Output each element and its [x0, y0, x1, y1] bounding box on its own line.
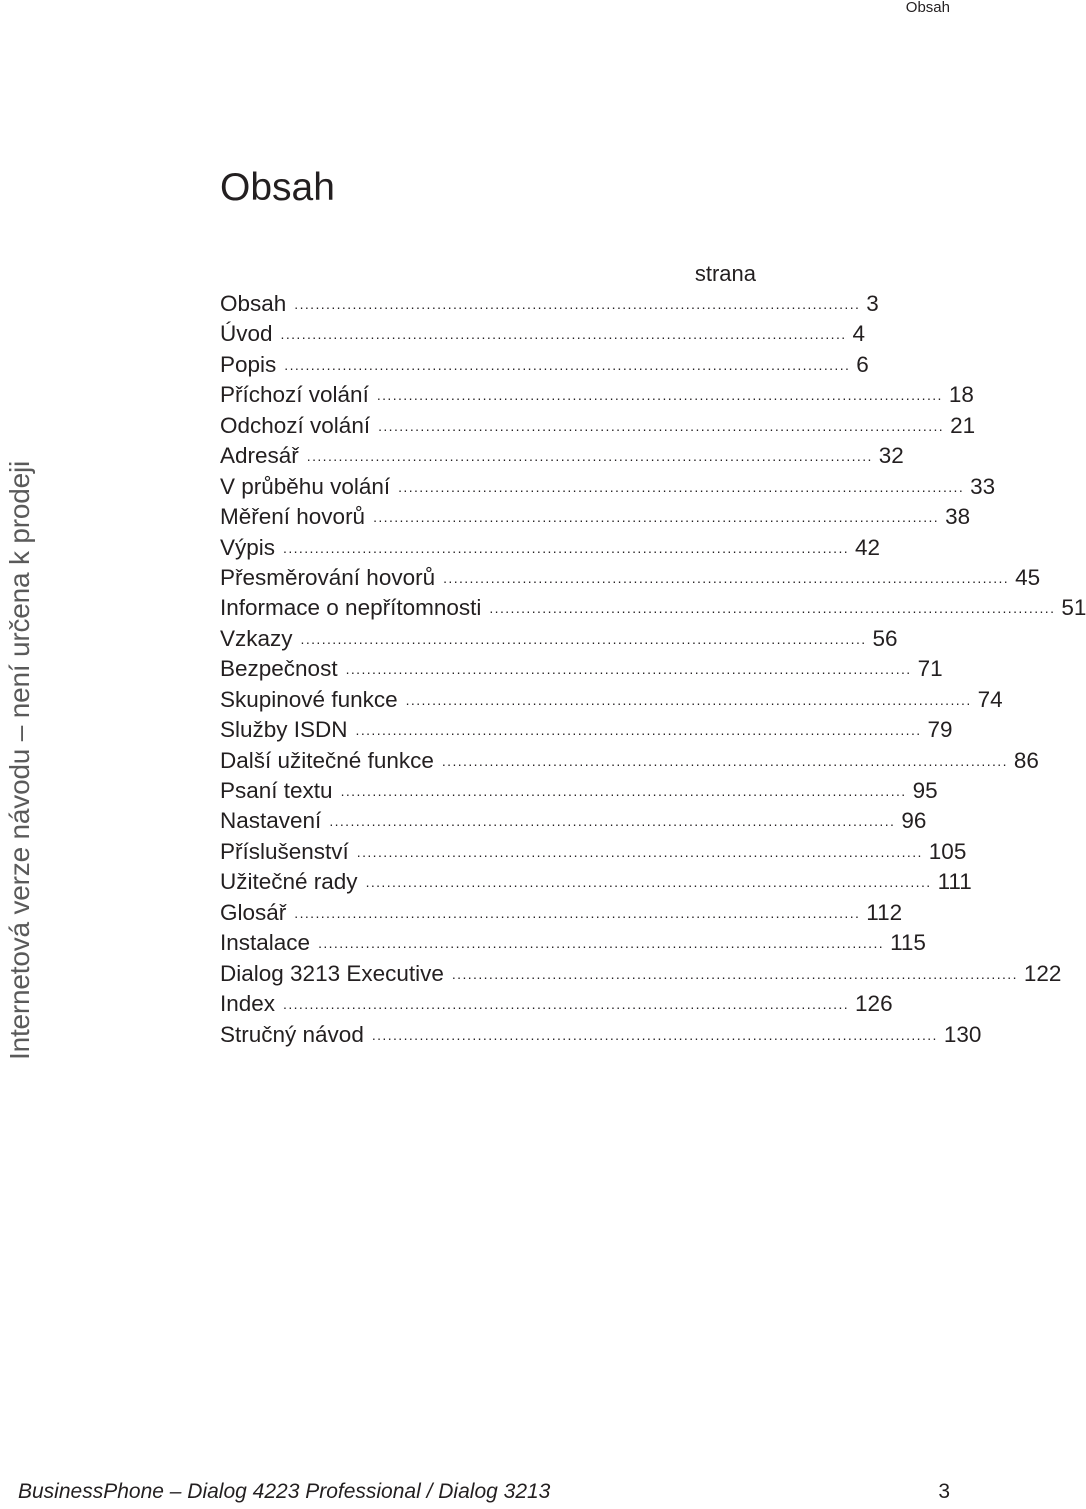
- toc-entry-title: Příslušenství: [220, 838, 349, 864]
- toc-entry-title: V průběhu volání: [220, 473, 391, 499]
- toc-entry[interactable]: [220, 685, 1003, 715]
- toc-dot-leader: ...........................................................................................................: [371, 1026, 938, 1043]
- toc-entry[interactable]: [220, 441, 904, 471]
- toc-entry[interactable]: [220, 593, 1086, 623]
- toc-entry-page: 115: [890, 930, 926, 956]
- toc-dot-leader: ...........................................................................................................: [300, 630, 867, 647]
- toc-entry[interactable]: [220, 380, 974, 410]
- toc-entry-page: 32: [878, 443, 904, 469]
- toc-entry-page: 33: [970, 473, 996, 499]
- toc-entry-title: Bezpečnost: [220, 656, 338, 682]
- toc-entry-page: 130: [943, 1021, 982, 1047]
- toc-entry-page: 122: [1023, 960, 1062, 986]
- toc-entry[interactable]: [220, 928, 926, 958]
- toc-entry[interactable]: [220, 472, 996, 502]
- toc-entry-title: Užitečné rady: [220, 869, 358, 895]
- toc-dot-leader: ...........................................................................................................: [356, 843, 923, 860]
- toc-entry-page: 56: [872, 625, 898, 651]
- toc-entry-title: Příchozí volání: [220, 382, 369, 408]
- toc-dot-leader: ...........................................................................................................: [451, 965, 1018, 982]
- toc-dot-leader: ...........................................................................................................: [284, 356, 851, 373]
- toc-entry-page: 6: [856, 351, 869, 377]
- toc-entry-title: Služby ISDN: [220, 717, 348, 743]
- toc-entry-page: 112: [866, 899, 903, 925]
- table-of-contents: [220, 289, 1086, 1050]
- toc-entry[interactable]: [220, 776, 938, 806]
- toc-entry-title: Stručný návod: [220, 1021, 364, 1047]
- toc-entry[interactable]: [220, 411, 976, 441]
- toc-dot-leader: ...........................................................................................................: [318, 935, 885, 952]
- toc-entry[interactable]: [220, 1020, 982, 1050]
- toc-entry-page: 111: [937, 869, 972, 895]
- toc-entry-title: Index: [220, 991, 276, 1017]
- toc-entry[interactable]: [220, 350, 869, 380]
- toc-dot-leader: ...........................................................................................................: [365, 874, 932, 891]
- side-watermark-text: Internetová verze návodu – není určena k prodeji: [4, 460, 35, 1060]
- toc-entry-page: 96: [901, 808, 927, 834]
- toc-entry[interactable]: [220, 746, 1039, 776]
- footer-page-number: 3: [938, 1480, 950, 1503]
- toc-dot-leader: ...........................................................................................................: [283, 539, 850, 556]
- toc-entry[interactable]: [220, 837, 967, 867]
- toc-dot-leader: ...........................................................................................................: [378, 417, 945, 434]
- toc-entry-page: 74: [977, 686, 1003, 712]
- toc-dot-leader: ...........................................................................................................: [294, 904, 861, 921]
- toc-dot-leader: ...........................................................................................................: [373, 509, 940, 526]
- toc-entry-title: Další užitečné funkce: [220, 747, 434, 773]
- toc-entry-title: Skupinové funkce: [220, 686, 398, 712]
- toc-entry[interactable]: [220, 654, 943, 684]
- toc-entry[interactable]: [220, 959, 1062, 989]
- toc-entry-title: Přesměrování hovorů: [220, 564, 436, 590]
- toc-entry-page: 51: [1061, 595, 1086, 621]
- toc-dot-leader: ...........................................................................................................: [294, 296, 861, 312]
- toc-dot-leader: ...........................................................................................................: [441, 752, 1008, 769]
- toc-entry[interactable]: [220, 806, 927, 836]
- toc-entry-title: Nastavení: [220, 808, 322, 834]
- toc-dot-leader: ...........................................................................................................: [283, 996, 850, 1013]
- toc-entry-title: Instalace: [220, 930, 311, 956]
- toc-entry-title: Dialog 3213 Executive: [220, 960, 444, 986]
- toc-dot-leader: ...........................................................................................................: [443, 569, 1010, 586]
- toc-entry-title: Informace o nepřítomnosti: [220, 595, 482, 621]
- toc-dot-leader: ...........................................................................................................: [345, 661, 912, 678]
- toc-entry[interactable]: [220, 867, 972, 897]
- toc-entry-page: 38: [945, 504, 971, 530]
- toc-dot-leader: ...........................................................................................................: [306, 448, 873, 465]
- toc-column-header: strana: [694, 261, 756, 286]
- toc-entry-page: 45: [1015, 564, 1041, 590]
- toc-entry[interactable]: [220, 319, 866, 349]
- toc-entry-title: Glosář: [220, 899, 287, 925]
- toc-entry[interactable]: [220, 898, 903, 928]
- toc-entry-page: 4: [852, 321, 866, 347]
- toc-entry-title: Popis: [220, 351, 277, 377]
- toc-entry-title: Měření hovorů: [220, 504, 366, 530]
- toc-dot-leader: ...........................................................................................................: [398, 478, 965, 495]
- toc-entry[interactable]: [220, 289, 879, 319]
- toc-entry-title: Obsah: [220, 291, 287, 316]
- toc-dot-leader: ...........................................................................................................: [405, 691, 972, 708]
- toc-entry-title: Odchozí volání: [220, 412, 371, 438]
- toc-entry-title: Adresář: [220, 443, 299, 469]
- page-title: Obsah: [220, 166, 335, 209]
- toc-dot-leader: ...........................................................................................................: [340, 783, 907, 799]
- running-header: Obsah: [905, 0, 950, 16]
- toc-entry-page: 21: [950, 412, 976, 438]
- toc-entry[interactable]: [220, 715, 953, 745]
- toc-entry-page: 42: [855, 534, 881, 560]
- toc-entry-page: 105: [928, 838, 967, 864]
- toc-entry-page: 71: [917, 656, 943, 682]
- toc-entry-title: Vzkazy: [220, 625, 293, 651]
- toc-entry-page: 86: [1013, 747, 1039, 773]
- toc-entry-page: 18: [948, 382, 974, 408]
- toc-entry[interactable]: [220, 624, 898, 654]
- toc-dot-leader: ...........................................................................................................: [329, 813, 896, 830]
- toc-dot-leader: ...........................................................................................................: [355, 722, 922, 739]
- toc-entry-page: 3: [866, 291, 879, 316]
- toc-dot-leader: ...........................................................................................................: [489, 600, 1056, 617]
- toc-dot-leader: ...........................................................................................................: [280, 326, 847, 343]
- toc-entry-page: 79: [927, 717, 953, 743]
- toc-entry[interactable]: [220, 502, 971, 532]
- toc-entry[interactable]: [220, 533, 881, 563]
- toc-entry[interactable]: [220, 989, 893, 1019]
- toc-entry-page: 95: [912, 778, 938, 803]
- toc-entry-title: Výpis: [220, 534, 276, 560]
- toc-dot-leader: ...........................................................................................................: [376, 387, 943, 404]
- toc-entry-title: Úvod: [220, 321, 273, 347]
- footer-document-title: BusinessPhone – Dialog 4223 Professional / Dialog 3213: [18, 1480, 551, 1503]
- toc-entry-page: 126: [855, 991, 893, 1017]
- toc-entry-title: Psaní textu: [220, 778, 333, 803]
- toc-entry[interactable]: [220, 563, 1041, 593]
